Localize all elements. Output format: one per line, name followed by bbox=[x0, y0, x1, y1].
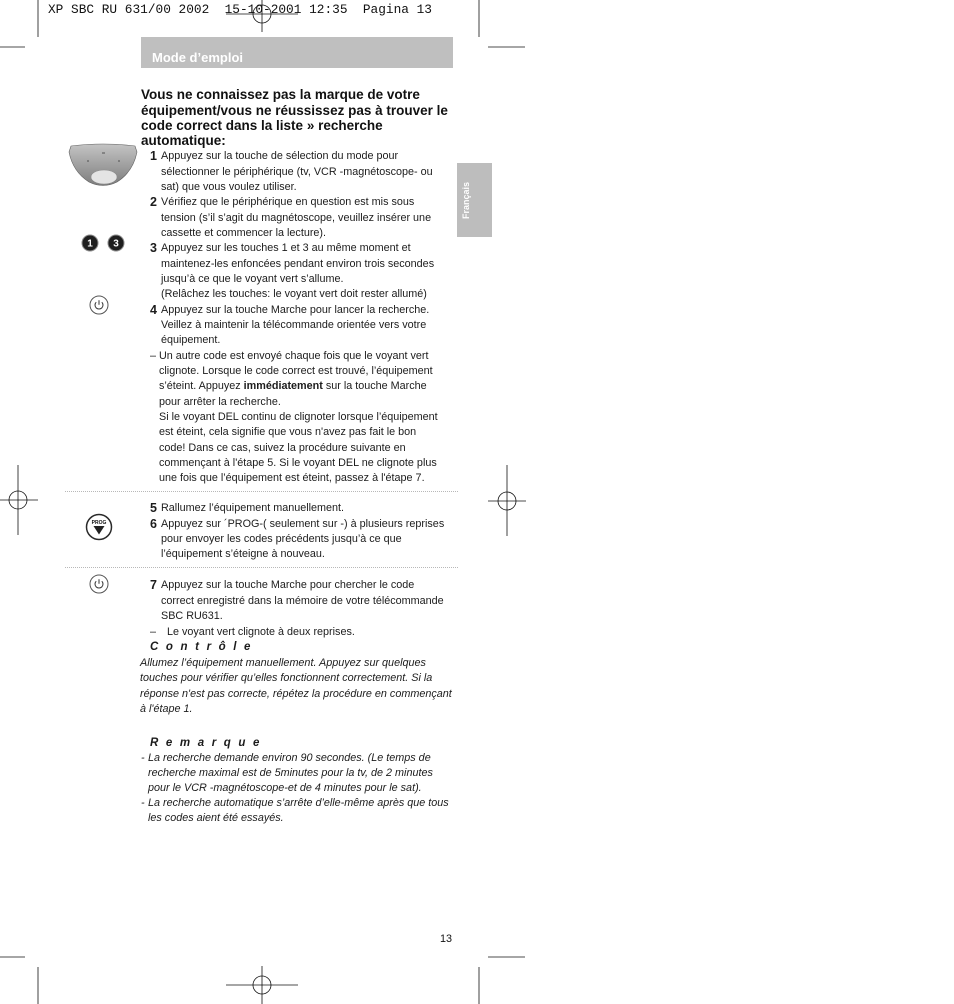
registration-mark-bottom bbox=[226, 966, 298, 1004]
step-3 bbox=[150, 241, 460, 302]
remark-line: La recherche automatique s’arrête d’elle-même après que tous bbox=[148, 797, 449, 810]
heading-line: Vous ne connaissez pas la marque de votre bbox=[141, 87, 420, 103]
step-5 bbox=[150, 501, 460, 516]
step-line: tension (s’il s’agit du magnétoscope, veuillez insérer une bbox=[161, 211, 432, 224]
print-slug: XP SBC RU 631/00 2002 15-10-2001 12:35 Pagina 13 bbox=[48, 2, 432, 17]
remark-section bbox=[141, 736, 460, 827]
note-dash: – bbox=[150, 349, 157, 362]
heading-line: code correct dans la liste » recherche bbox=[141, 117, 383, 133]
crop-mark-bottom-right bbox=[479, 957, 525, 1004]
steps-5-to-6 bbox=[150, 501, 460, 562]
control-line: réponse n'est pas correcte, répétez la procédure en commençant bbox=[140, 687, 452, 700]
control-line: Allumez l’équipement manuellement. Appuyez sur quelques bbox=[140, 656, 426, 669]
step-line: SBC RU631. bbox=[161, 610, 223, 623]
control-title: C o n t r ô l e bbox=[150, 641, 253, 654]
crop-mark-top-right bbox=[479, 0, 525, 47]
step-7 bbox=[150, 578, 460, 625]
keys-1-and-3-icon bbox=[80, 234, 128, 252]
step-line: pour envoyer les codes précédents jusqu’à ce que bbox=[161, 532, 402, 545]
dotted-separator bbox=[65, 491, 458, 492]
mode-selector-icon bbox=[67, 142, 139, 190]
note-text: s’éteint. Appuyez bbox=[159, 380, 244, 393]
page-number: 13 bbox=[440, 933, 453, 945]
heading-line: équipement/vous ne réussissez pas à trouver le bbox=[141, 102, 448, 118]
key-1-label: 1 bbox=[87, 238, 93, 250]
note-line: code! Dans ce cas, suivez la procédure suivante en bbox=[159, 441, 406, 454]
remark-title: R e m a r q u e bbox=[150, 736, 262, 749]
step-line: maintenez-les enfoncées pendant environ trois secondes bbox=[161, 257, 435, 270]
step-7-and-control bbox=[140, 578, 460, 718]
note-dash: – bbox=[150, 625, 157, 638]
prog-button-label: PROG bbox=[91, 520, 107, 526]
remark-dash: - bbox=[141, 797, 145, 810]
registration-mark-right bbox=[488, 465, 526, 536]
note-line: commençant à l'étape 5. Si le voyant DEL ne clignote plus bbox=[159, 456, 437, 469]
note-line: Le voyant vert clignote à deux reprises. bbox=[167, 625, 355, 638]
control-text bbox=[140, 656, 460, 718]
step-line: Veillez à maintenir la télécommande orientée vers votre bbox=[161, 318, 427, 331]
crop-mark-bottom-left bbox=[0, 957, 38, 1004]
step-line: sélectionner le périphérique (tv, VCR -magnétoscope- ou bbox=[161, 165, 433, 178]
step-2 bbox=[150, 195, 460, 241]
step-line: Appuyez sur la touche Marche pour chercher le code bbox=[161, 579, 415, 592]
note-line: clignote. Lorsque le code correct est trouvé, l’équipement bbox=[159, 364, 433, 377]
note-emphasis: immédiatement bbox=[243, 380, 323, 393]
step-line: équipement. bbox=[161, 334, 221, 347]
remark-dash: - bbox=[141, 751, 145, 764]
remark-line: recherche maximal est de 5minutes pour la tv, de 2 minutes bbox=[148, 766, 433, 779]
step-7-note bbox=[150, 625, 460, 641]
step-line: Appuyez sur les touches 1 et 3 au même moment et bbox=[161, 242, 411, 255]
remark-item bbox=[141, 751, 460, 797]
power-icon bbox=[89, 574, 109, 594]
step-line: Appuyez sur ´PROG-( seulement sur -) à plusieurs reprises bbox=[161, 517, 445, 530]
note-text: sur la touche Marche bbox=[322, 380, 427, 393]
remark-line: pour le VCR -magnétoscope-et de 4 minutes pour le sat). bbox=[148, 782, 422, 795]
step-6 bbox=[150, 517, 460, 563]
note-line: est éteint, cela signifie que vous n'avez pas fait le bon bbox=[159, 426, 417, 439]
search-note bbox=[150, 349, 460, 487]
note-line bbox=[159, 379, 460, 394]
step-line: Appuyez sur la touche de sélection du mode pour bbox=[161, 150, 399, 163]
key-3-label: 3 bbox=[113, 238, 119, 250]
step-line: (Relâchez les touches: le voyant vert doit rester allumé) bbox=[161, 288, 427, 301]
control-line: touches pour vérifier qu’elles fonctionnent correctement. Si la bbox=[140, 672, 433, 685]
remark-item bbox=[141, 796, 460, 826]
step-number: 3 bbox=[150, 241, 157, 256]
step-line: Vérifiez que le périphérique en question est mis sous bbox=[161, 196, 415, 209]
crop-mark-top-left bbox=[0, 0, 38, 47]
step-line: cassette et commencer la lecture). bbox=[161, 226, 327, 239]
dotted-separator bbox=[65, 567, 458, 568]
note-line: une fois que l’équipement est éteint, passez à l'étape 7. bbox=[159, 472, 425, 485]
registration-mark-left bbox=[0, 465, 38, 535]
note-line: pour arrêter la recherche. bbox=[159, 395, 281, 408]
step-line: Rallumez l’équipement manuellement. bbox=[161, 502, 345, 515]
remark-line: La recherche demande environ 90 secondes. (Le temps de bbox=[148, 751, 431, 764]
step-4 bbox=[150, 303, 460, 349]
step-number: 7 bbox=[150, 578, 157, 593]
section-title: Mode d’emploi bbox=[152, 50, 243, 65]
note-line: Un autre code est envoyé chaque fois que le voyant vert bbox=[159, 349, 429, 362]
section-bar bbox=[141, 37, 453, 68]
step-line: correct enregistré dans la mémoire de votre télécommande bbox=[161, 594, 444, 607]
language-tab-label: Français bbox=[461, 181, 471, 219]
heading-line: automatique: bbox=[141, 133, 226, 149]
power-icon bbox=[89, 295, 109, 315]
step-line: Appuyez sur la touche Marche pour lancer la recherche. bbox=[161, 303, 430, 316]
step-number: 5 bbox=[150, 501, 157, 516]
step-number: 1 bbox=[150, 149, 157, 164]
language-tab bbox=[457, 163, 492, 237]
control-line: à l'étape 1. bbox=[140, 703, 193, 716]
prog-button-icon bbox=[85, 513, 113, 541]
step-1 bbox=[150, 149, 460, 195]
steps-1-to-4 bbox=[150, 149, 460, 486]
page-heading bbox=[141, 87, 448, 148]
step-line: jusqu’à ce que le voyant vert s’allume. bbox=[161, 272, 344, 285]
note-line: Si le voyant DEL continu de clignoter lorsque l’équipement bbox=[159, 410, 438, 423]
step-line: l’équipement s’éteigne à nouveau. bbox=[161, 548, 325, 561]
step-number: 4 bbox=[150, 302, 157, 317]
step-number: 2 bbox=[150, 195, 157, 210]
step-line: sat) que vous voulez utiliser. bbox=[161, 180, 297, 193]
remark-line: les codes aient été essayés. bbox=[148, 812, 284, 825]
step-number: 6 bbox=[150, 516, 157, 531]
